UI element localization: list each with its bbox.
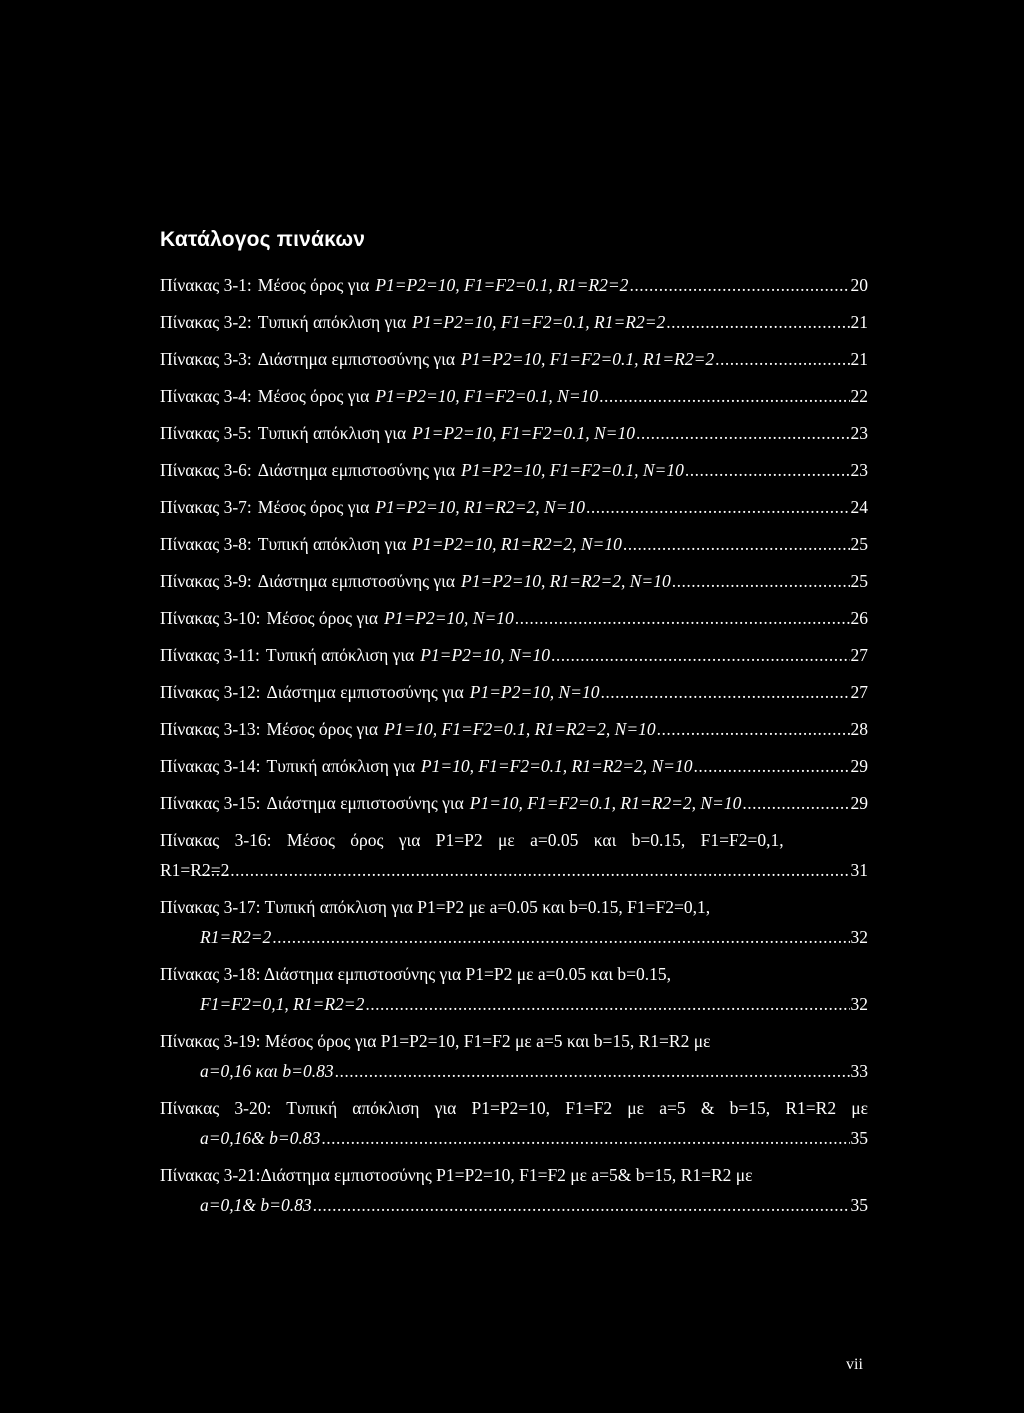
entry-page-number: 25: [850, 534, 868, 554]
entry-page-number: 21: [850, 349, 868, 369]
entry-description: Μέσος όρος για: [266, 719, 379, 739]
dot-leader: [623, 529, 850, 559]
dot-leader: [272, 922, 849, 952]
entry-continuation-line: [160, 1190, 868, 1220]
toc-entry[interactable]: [160, 677, 868, 707]
entry-description: Μέσος όρος για: [257, 386, 370, 406]
entry-params: P1=P2=10, N=10: [384, 608, 514, 628]
toc-entry[interactable]: [160, 307, 868, 337]
entry-page-number: 24: [850, 497, 868, 517]
toc-entry[interactable]: [160, 788, 868, 818]
entry-page-number: 23: [850, 460, 868, 480]
dot-leader: [586, 492, 849, 522]
entry-continuation-line: [160, 1056, 868, 1086]
entry-label: Πίνακας 3-10:: [160, 608, 261, 628]
entry-page-number: 26: [850, 608, 868, 628]
entry-description: Διάστημα εμπιστοσύνης για: [266, 682, 464, 702]
entry-continuation-line: [160, 922, 868, 952]
entry-text: Πίνακας 3-21:Διάστημα εμπιστοσύνης P1=P2=10, F1=F2 με a=5& b=15, R1=R2 με: [160, 1165, 753, 1185]
entry-text: Πίνακας 3-17: Τυπική απόκλιση για P1=P2 με a=0.05 και b=0.15, F1=F2=0,1,: [160, 897, 711, 917]
entry-first-line: [160, 825, 868, 880]
entry-label: Πίνακας 3-14:: [160, 756, 261, 776]
dot-leader: [599, 381, 849, 411]
entry-params: P1=P2=10, R1=R2=2, N=10: [375, 497, 586, 517]
dot-leader: [201, 855, 850, 885]
entry-label: Πίνακας 3-2:: [160, 312, 252, 332]
entry-description: Τυπική απόκλιση για: [257, 312, 407, 332]
entry-label: Πίνακας 3-4:: [160, 386, 252, 406]
page-number-roman: vii: [846, 1356, 863, 1373]
entry-continuation-text: a=0,16& b=0.83: [200, 1128, 321, 1148]
entry-params: P1=P2=10, N=10: [420, 645, 550, 665]
toc-entry-wrapped[interactable]: [160, 825, 868, 885]
entry-description: Διάστημα εμπιστοσύνης για: [257, 571, 456, 591]
entry-page-number: 27: [850, 645, 868, 665]
entry-label: Πίνακας 3-11:: [160, 645, 260, 665]
entry-text: Πίνακας 3-18: Διάστημα εμπιστοσύνης για P1=P2 με a=0.05 και b=0.15,: [160, 964, 672, 984]
entry-label: Πίνακας 3-7:: [160, 497, 252, 517]
toc-entry[interactable]: [160, 529, 868, 559]
entry-continuation-text: F1=F2=0,1, R1=R2=2: [200, 994, 365, 1014]
entry-description: Τυπική απόκλιση για: [257, 534, 407, 554]
entry-page-number: 20: [850, 275, 868, 295]
toc-entry-wrapped[interactable]: [160, 959, 868, 1019]
entry-text: Πίνακας 3-16: Μέσος όρος για P1=P2 με a=0.05 και b=0.15, F1=F2=0,1, R1=R2=2: [160, 830, 784, 880]
entry-text: Πίνακας 3-20: Τυπική απόκλιση για P1=P2=10, F1=F2 με a=5 & b=15, R1=R2 με: [160, 1098, 869, 1118]
entry-page-number: 21: [850, 312, 868, 332]
toc-entry[interactable]: [160, 455, 868, 485]
dot-leader: [715, 344, 849, 374]
entry-page-number: 23: [850, 423, 868, 443]
page-heading: Κατάλογος πινάκων: [160, 228, 366, 251]
dot-leader: [515, 603, 850, 633]
entry-description: Διάστημα εμπιστοσύνης για: [257, 349, 456, 369]
dot-leader: [685, 455, 850, 485]
dot-leader: [742, 788, 849, 818]
entry-description: Τυπική απόκλιση για: [257, 423, 407, 443]
entry-params: P1=P2=10, R1=R2=2, N=10: [461, 571, 671, 591]
entry-label: Πίνακας 3-8:: [160, 534, 252, 554]
toc-entry-wrapped[interactable]: [160, 1093, 868, 1153]
entry-params: P1=P2=10, N=10: [469, 682, 600, 702]
entry-params: P1=P2=10, F1=F2=0.1, N=10: [375, 386, 599, 406]
entry-description: Μέσος όρος για: [257, 275, 370, 295]
entry-page-number: 22: [850, 386, 868, 406]
toc-entry[interactable]: [160, 603, 868, 633]
entry-params: P1=P2=10, F1=F2=0.1, R1=R2=2: [412, 312, 666, 332]
entry-continuation-text: R1=R2=2: [200, 927, 272, 947]
entry-label: Πίνακας 3-1:: [160, 275, 252, 295]
entry-text: Πίνακας 3-19: Μέσος όρος για P1=P2=10, F1=F2 με a=5 και b=15, R1=R2 με: [160, 1031, 711, 1051]
entry-label: Πίνακας 3-9:: [160, 571, 252, 591]
entry-description: Μέσος όρος για: [257, 497, 370, 517]
entry-page-number: 28: [850, 719, 868, 739]
entry-first-line: [160, 1026, 868, 1056]
dot-leader: [636, 418, 850, 448]
entry-first-line: [160, 959, 868, 989]
dot-leader: [365, 989, 849, 1019]
dot-leader: [694, 751, 850, 781]
entry-page-number: 31: [850, 860, 868, 880]
toc-entry-wrapped[interactable]: [160, 892, 868, 952]
entry-first-line: [160, 892, 868, 922]
entry-page-number: 32: [850, 927, 868, 947]
toc-entry[interactable]: [160, 381, 868, 411]
toc-entry[interactable]: [160, 714, 868, 744]
entry-page-number: 25: [850, 571, 868, 591]
dot-leader: [629, 270, 849, 300]
entry-page-number: 35: [850, 1195, 868, 1215]
toc-entry[interactable]: [160, 492, 868, 522]
entry-params: P1=P2=10, F1=F2=0.1, N=10: [461, 460, 684, 480]
entry-description: Διάστημα εμπιστοσύνης για: [266, 793, 464, 813]
entry-first-line: [160, 1093, 868, 1123]
dot-leader: [666, 307, 849, 337]
entry-params: P1=10, F1=F2=0.1, R1=R2=2, N=10: [469, 793, 742, 813]
toc-entry-wrapped[interactable]: [160, 1026, 868, 1086]
entry-page-number: 29: [850, 756, 868, 776]
toc-entry[interactable]: [160, 566, 868, 596]
entry-page-number: 27: [850, 682, 868, 702]
entry-continuation-line: [160, 989, 868, 1019]
entry-first-line: [160, 1160, 868, 1190]
entry-label: Πίνακας 3-12:: [160, 682, 261, 702]
entry-params: P1=P2=10, R1=R2=2, N=10: [412, 534, 622, 554]
entry-label: Πίνακας 3-13:: [160, 719, 261, 739]
dot-leader: [657, 714, 850, 744]
dot-leader: [321, 1123, 849, 1153]
dot-leader: [335, 1056, 850, 1086]
entry-params: P1=P2=10, F1=F2=0.1, R1=R2=2: [461, 349, 715, 369]
dot-leader: [313, 1190, 850, 1220]
entry-label: Πίνακας 3-5:: [160, 423, 252, 443]
entry-label: Πίνακας 3-15:: [160, 793, 261, 813]
toc-entry[interactable]: [160, 418, 868, 448]
entry-params: P1=P2=10, F1=F2=0.1, R1=R2=2: [375, 275, 629, 295]
entry-description: Τυπική απόκλιση για: [266, 756, 415, 776]
dot-leader: [672, 566, 850, 596]
entry-description: Τυπική απόκλιση για: [265, 645, 415, 665]
entry-description: Μέσος όρος για: [266, 608, 379, 628]
dot-leader: [551, 640, 850, 670]
entry-page-number: 35: [850, 1128, 868, 1148]
entry-description: Διάστημα εμπιστοσύνης για: [257, 460, 456, 480]
entry-params: P1=10, F1=F2=0.1, R1=R2=2, N=10: [384, 719, 656, 739]
entry-page-number: 29: [850, 793, 868, 813]
toc-entry[interactable]: [160, 344, 868, 374]
entry-params: P1=P2=10, F1=F2=0.1, N=10: [412, 423, 635, 443]
toc-entry-wrapped[interactable]: [160, 1160, 868, 1220]
entry-label: Πίνακας 3-6:: [160, 460, 252, 480]
toc-entry[interactable]: [160, 270, 868, 300]
toc-entry[interactable]: [160, 640, 868, 670]
table-of-tables: [160, 270, 868, 1227]
entry-continuation-text: a=0,16 και b=0.83: [200, 1061, 334, 1081]
entry-page-number: 32: [850, 994, 868, 1014]
entry-continuation-line: [160, 1123, 868, 1153]
dot-leader: [601, 677, 850, 707]
entry-continuation-text: a=0,1& b=0.83: [200, 1195, 312, 1215]
entry-label: Πίνακας 3-3:: [160, 349, 252, 369]
entry-continuation-line: [160, 855, 868, 885]
entry-params: P1=10, F1=F2=0.1, R1=R2=2, N=10: [420, 756, 693, 776]
toc-entry[interactable]: [160, 751, 868, 781]
entry-page-number: 33: [850, 1061, 868, 1081]
